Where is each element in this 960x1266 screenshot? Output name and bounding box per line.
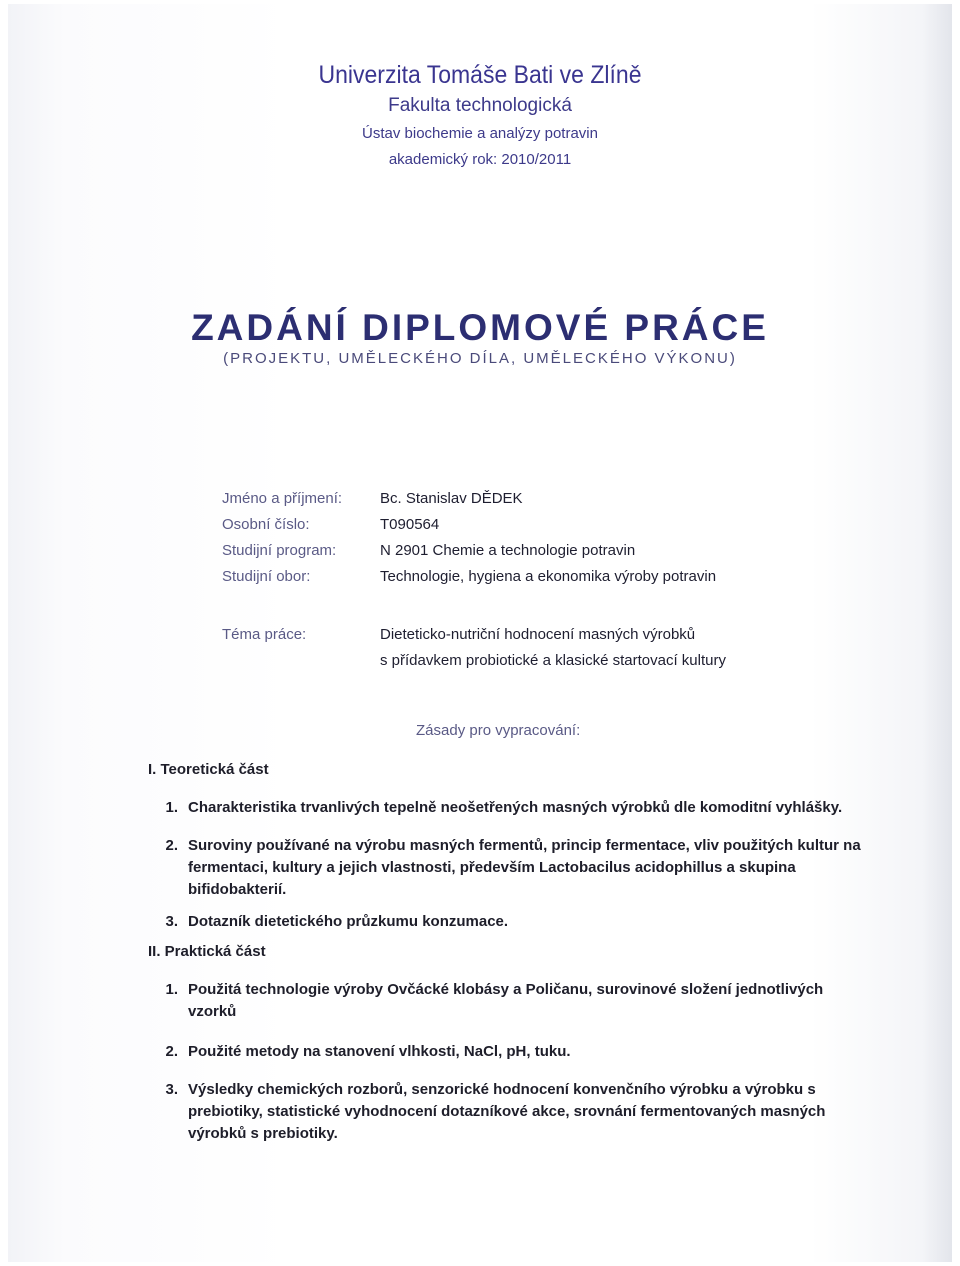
theory-heading: I. Teoretická část bbox=[148, 761, 269, 778]
academic-year: akademický rok: 2010/2011 bbox=[388, 151, 572, 168]
program-label: Studijní program: bbox=[222, 542, 337, 559]
document-page bbox=[8, 4, 952, 1262]
page-shadow bbox=[922, 4, 952, 1262]
item-number: 3. bbox=[165, 913, 178, 930]
name-label: Jméno a příjmení: bbox=[222, 490, 343, 507]
topic-line-1: Dieteticko-nutriční hodnocení masných výrobků bbox=[380, 626, 696, 643]
list-item bbox=[148, 911, 868, 933]
practical-heading: II. Praktická část bbox=[148, 943, 266, 960]
guidelines-content bbox=[148, 759, 868, 1145]
program-row bbox=[222, 538, 922, 564]
item-number: 2. bbox=[165, 837, 178, 854]
list-item bbox=[148, 797, 868, 819]
item-text: Charakteristika trvanlivých tepelně neošetřených masných výrobků dle komoditní vyhlášky. bbox=[188, 799, 843, 816]
item-text: Použitá technologie výroby Ovčácké klobásy a Poličanu, surovinové složení jednotlivých vzorků bbox=[188, 981, 824, 1020]
item-number: 1. bbox=[165, 981, 178, 998]
list-item bbox=[148, 835, 868, 901]
item-number: 2. bbox=[165, 1043, 178, 1060]
id-label: Osobní číslo: bbox=[222, 516, 310, 533]
topic-line-2: s přídavkem probiotické a klasické startovací kultury bbox=[380, 652, 726, 669]
thesis-topic bbox=[222, 622, 902, 674]
topic-value bbox=[380, 622, 726, 674]
field-label: Studijní obor: bbox=[222, 568, 311, 585]
list-item bbox=[148, 1041, 868, 1063]
document-subtitle: (PROJEKTU, UMĚLECKÉHO DÍLA, UMĚLECKÉHO VÝKONU) bbox=[223, 350, 737, 367]
faculty-name: Fakulta technologická bbox=[388, 95, 572, 116]
item-number: 1. bbox=[165, 799, 178, 816]
id-row bbox=[222, 512, 922, 538]
document-header bbox=[8, 60, 952, 170]
institute-name: Ústav biochemie a analýzy potravin bbox=[362, 125, 598, 142]
document-title: ZADÁNÍ DIPLOMOVÉ PRÁCE bbox=[191, 307, 769, 348]
list-item bbox=[148, 979, 868, 1023]
university-name: Univerzita Tomáše Bati ve Zlíně bbox=[318, 61, 642, 89]
item-text: Suroviny používané na výrobu masných fermentů, princip fermentace, vliv použitých kultur na fermentaci, kultury a jejich vlastnosti, především Lactobacilus acidophillus a skupina bifidobakterií. bbox=[188, 837, 861, 898]
id-value: T090564 bbox=[380, 516, 440, 533]
item-number: 3. bbox=[165, 1081, 178, 1098]
guidelines-heading: Zásady pro vypracování: bbox=[416, 722, 581, 739]
name-value: Bc. Stanislav DĚDEK bbox=[380, 490, 523, 507]
item-text: Použité metody na stanovení vlhkosti, NaCl, pH, tuku. bbox=[188, 1043, 571, 1060]
item-text: Dotazník dietetického průzkumu konzumace. bbox=[188, 913, 509, 930]
field-value: Technologie, hygiena a ekonomika výroby potravin bbox=[380, 568, 717, 585]
topic-label: Téma práce: bbox=[222, 626, 307, 643]
student-info bbox=[222, 486, 922, 590]
list-item bbox=[148, 1079, 868, 1145]
program-value: N 2901 Chemie a technologie potravin bbox=[380, 542, 636, 559]
name-row bbox=[222, 486, 922, 512]
field-row bbox=[222, 564, 922, 590]
item-text: Výsledky chemických rozborů, senzorické hodnocení konvenčního výrobku a výrobku s prebiotiky, statistické vyhodnocení dotazníkové akce, srovnání fermentovaných masných výrobků s prebiotiky. bbox=[188, 1081, 826, 1142]
